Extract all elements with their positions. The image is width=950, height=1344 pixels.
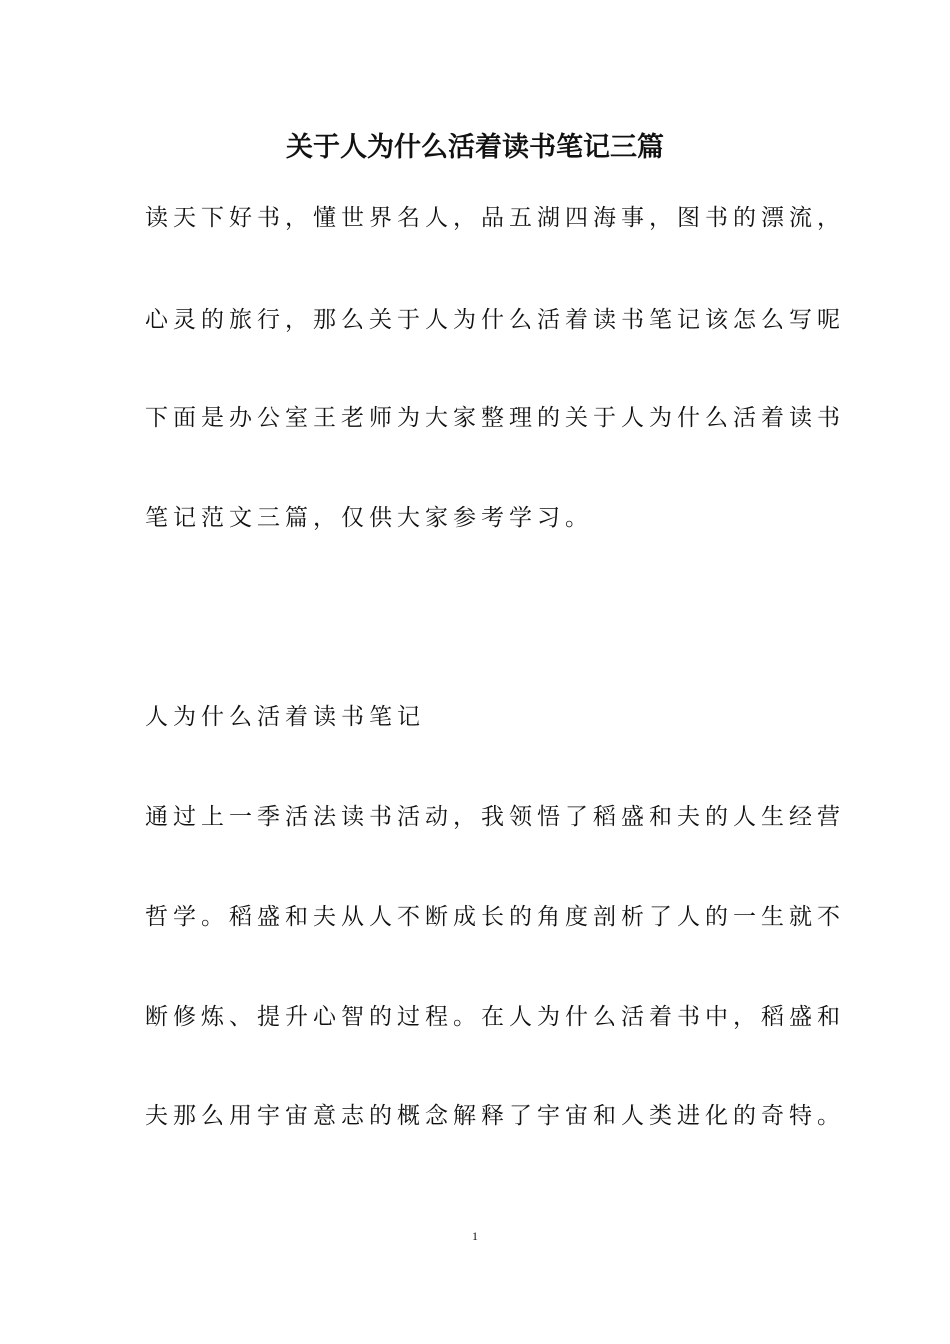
- body-line-3: 断修炼、提升心智的过程。在人为什么活着书中，稻盛和: [145, 1004, 845, 1030]
- intro-line-1: 读天下好书，懂世界名人，品五湖四海事，图书的漂流，: [145, 205, 845, 231]
- body-line-2: 哲学。稻盛和夫从人不断成长的角度剖析了人的一生就不: [145, 904, 845, 930]
- intro-line-2: 心灵的旅行，那么关于人为什么活着读书笔记该怎么写呢: [145, 307, 845, 333]
- intro-line-3: 下面是办公室王老师为大家整理的关于人为什么活着读书: [145, 405, 845, 431]
- body-line-1: 通过上一季活法读书活动，我领悟了稻盛和夫的人生经营: [145, 804, 845, 830]
- body-line-4: 夫那么用宇宙意志的概念解释了宇宙和人类进化的奇特。: [145, 1103, 845, 1129]
- intro-line-4: 笔记范文三篇，仅供大家参考学习。: [145, 505, 593, 531]
- document-title: 关于人为什么活着读书笔记三篇: [286, 132, 664, 163]
- section-heading: 人为什么活着读书笔记: [145, 704, 425, 730]
- page-number: 1: [472, 1229, 478, 1243]
